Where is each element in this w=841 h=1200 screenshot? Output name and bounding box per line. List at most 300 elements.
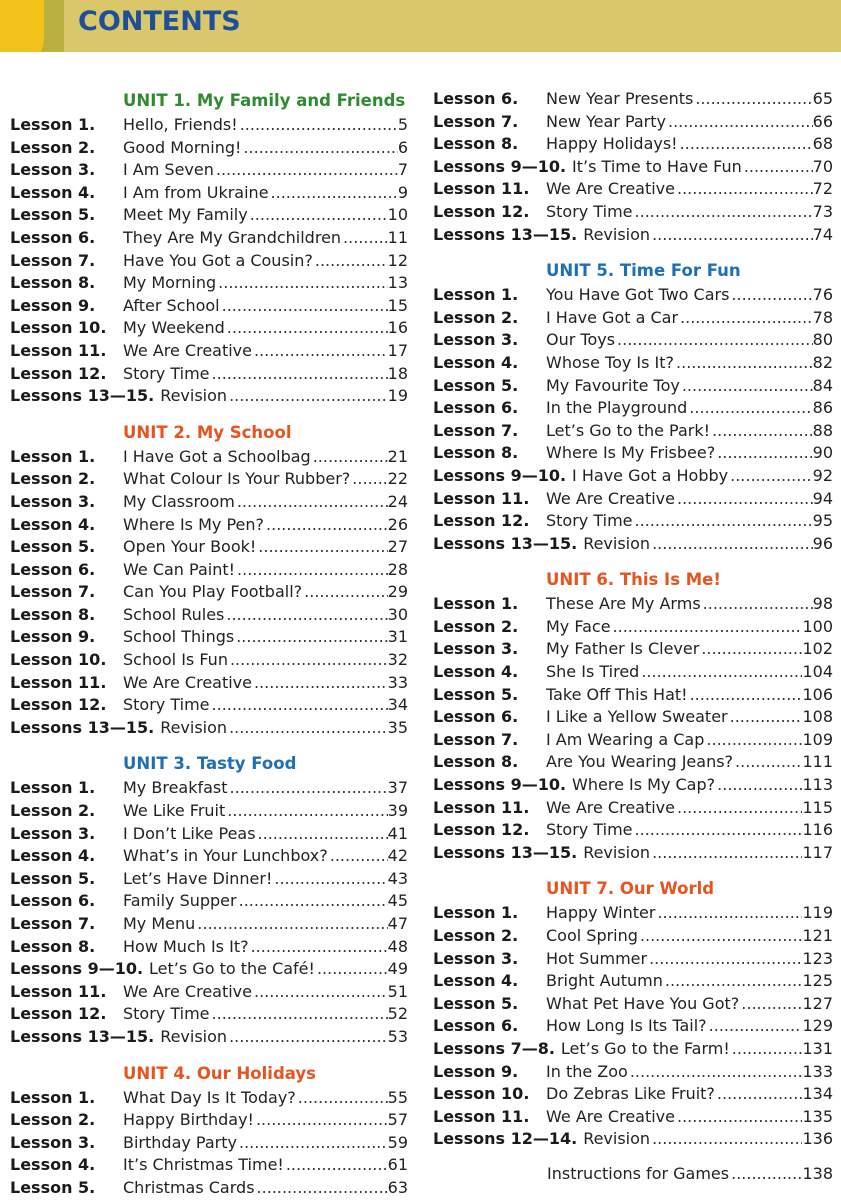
page-number: 94 <box>812 488 833 508</box>
toc-entry[interactable] <box>10 363 408 386</box>
page-number: 119 <box>802 903 833 923</box>
lesson-title: Story Time <box>123 1004 210 1024</box>
dot-leader <box>212 363 388 386</box>
toc-entry[interactable] <box>433 842 833 865</box>
page-number: 92 <box>812 465 833 485</box>
lesson-title: Story Time <box>546 820 633 840</box>
dot-leader <box>352 468 387 491</box>
page-number: 55 <box>387 1087 408 1107</box>
lesson-title: Happy Holidays! <box>546 134 678 154</box>
lesson-title: Story Time <box>123 695 210 715</box>
section-gap <box>433 1151 833 1163</box>
page-number: 136 <box>802 1129 833 1149</box>
toc-entry[interactable] <box>10 272 408 295</box>
toc-entry[interactable] <box>433 533 833 556</box>
toc-entry[interactable] <box>10 204 408 227</box>
lesson-label: Lesson 7. <box>10 914 96 933</box>
toc-entry[interactable] <box>433 1106 833 1129</box>
toc-entry[interactable] <box>10 823 408 846</box>
toc-entry[interactable] <box>433 1061 833 1084</box>
toc-entry[interactable] <box>10 1177 408 1200</box>
lesson-label: Lesson 3. <box>10 160 96 180</box>
toc-entry[interactable] <box>10 800 408 823</box>
lesson-label: Lesson 3. <box>10 1132 96 1152</box>
lesson-title: Where Is My Cap? <box>572 775 716 795</box>
toc-entry[interactable] <box>10 845 408 868</box>
lesson-label: Lesson 6. <box>10 559 96 579</box>
page-number: 108 <box>802 707 833 727</box>
dot-leader <box>239 890 388 913</box>
lesson-title: Cool Spring <box>546 926 638 945</box>
page-number: 66 <box>812 111 833 131</box>
page-number: 70 <box>812 156 833 176</box>
corner-tab-decoration <box>0 0 44 52</box>
toc-entry[interactable] <box>433 774 833 797</box>
lesson-label: Lesson 5. <box>433 375 519 395</box>
toc-entry[interactable] <box>10 317 408 340</box>
lesson-label: Lesson 7. <box>10 582 96 602</box>
page-number: 17 <box>387 340 408 360</box>
lesson-label: Lesson 8. <box>10 936 96 956</box>
page-number: 43 <box>387 868 408 888</box>
unit-gap <box>10 1049 408 1061</box>
page-number: 31 <box>387 627 408 647</box>
lesson-label: Lesson 5. <box>10 868 96 888</box>
toc-entry[interactable] <box>433 661 833 684</box>
lesson-title: These Are My Arms <box>546 594 701 614</box>
page-number: 95 <box>812 511 833 531</box>
page-number: 39 <box>387 801 408 821</box>
page-number: 63 <box>387 1177 408 1197</box>
toc-entry[interactable] <box>433 420 833 443</box>
lesson-title: Let’s Have Dinner! <box>123 868 273 888</box>
page-number: 57 <box>387 1110 408 1130</box>
lesson-title: I Have Got a Schoolbag <box>123 446 311 466</box>
toc-entry[interactable] <box>10 1132 408 1155</box>
lesson-title: What Day Is It Today? <box>123 1087 296 1107</box>
dot-leader <box>635 201 813 224</box>
lesson-label: Lessons 13—15. <box>433 533 578 553</box>
page-number: 113 <box>802 775 833 795</box>
toc-entry[interactable] <box>10 1154 408 1177</box>
toc-entry[interactable] <box>433 706 833 729</box>
dot-leader <box>730 465 813 488</box>
lesson-title: School Rules <box>123 604 225 624</box>
lesson-title: Revision <box>583 224 651 244</box>
lesson-title: Hot Summer <box>546 948 648 968</box>
unit-title: UNIT 1. My Family and Friends <box>123 91 406 110</box>
page-number: 131 <box>802 1038 833 1058</box>
lesson-title: We Are Creative <box>546 179 675 199</box>
page-number: 72 <box>812 179 833 199</box>
lesson-label: Lesson 2. <box>10 801 96 821</box>
toc-entry[interactable] <box>10 514 408 537</box>
toc-entry[interactable] <box>433 284 833 307</box>
lesson-label: Lesson 3. <box>433 639 519 659</box>
toc-entry[interactable] <box>10 913 408 936</box>
page-number: 74 <box>812 224 833 244</box>
lesson-label: Lessons 12—14. <box>433 1129 578 1149</box>
toc-entry[interactable] <box>10 295 408 318</box>
dot-leader <box>239 1132 388 1155</box>
lesson-label: Lesson 7. <box>433 111 519 131</box>
page-number: 86 <box>812 398 833 418</box>
page-number: 41 <box>387 823 408 843</box>
toc-entry[interactable] <box>10 340 408 363</box>
lesson-title: Story Time <box>546 201 633 221</box>
lesson-label: Lesson 2. <box>10 469 96 489</box>
dot-leader <box>227 317 388 340</box>
toc-entry[interactable] <box>10 182 408 205</box>
page-number: 134 <box>802 1084 833 1104</box>
toc-entry[interactable] <box>433 133 833 156</box>
page-number: 78 <box>812 307 833 327</box>
page-number: 125 <box>802 971 833 991</box>
lesson-title: In the Playground <box>546 398 688 418</box>
page-number: 76 <box>812 285 833 305</box>
page-title: CONTENTS <box>78 6 241 37</box>
lesson-title: Story Time <box>546 511 633 531</box>
toc-entry[interactable] <box>433 925 833 948</box>
lesson-label: Lessons 13—15. <box>10 1026 155 1046</box>
lesson-title: Bright Autumn <box>546 971 663 991</box>
lesson-label: Lesson 4. <box>10 846 96 866</box>
page-number: 21 <box>387 446 408 466</box>
lesson-label: Lesson 1. <box>10 115 96 134</box>
lesson-label: Lesson 11. <box>433 1106 530 1126</box>
lesson-title: My Breakfast <box>123 778 228 798</box>
dot-leader <box>222 295 388 318</box>
lesson-label: Lesson 1. <box>10 778 96 798</box>
lesson-title: My Favourite Toy <box>546 375 680 395</box>
toc-entry[interactable] <box>10 958 408 981</box>
page-number: 100 <box>802 616 833 636</box>
toc-entry[interactable] <box>10 868 408 891</box>
dot-leader <box>731 284 812 307</box>
toc-entry[interactable] <box>433 352 833 375</box>
page-number: 37 <box>387 778 408 798</box>
dot-leader <box>731 1163 802 1186</box>
page-number: 121 <box>802 926 833 945</box>
dot-leader <box>227 800 387 823</box>
dot-leader <box>330 845 388 868</box>
toc-entry[interactable] <box>10 694 408 717</box>
lesson-label: Lesson 2. <box>433 616 519 636</box>
toc-entry[interactable] <box>10 159 408 182</box>
dot-leader <box>682 375 813 398</box>
toc-entry[interactable] <box>433 616 833 639</box>
dot-leader <box>630 1061 803 1084</box>
lesson-title: They Are My Grandchildren <box>123 227 342 247</box>
toc-entry[interactable] <box>433 729 833 752</box>
page-number: 26 <box>387 514 408 534</box>
toc-entry[interactable] <box>10 468 408 491</box>
toc-entry[interactable] <box>10 1109 408 1132</box>
page-number: 34 <box>387 695 408 715</box>
lesson-label: Lessons 9—10. <box>433 775 567 795</box>
lesson-title: I Like a Yellow Sweater <box>546 707 728 727</box>
page-number: 68 <box>812 134 833 154</box>
dot-leader <box>703 593 813 616</box>
toc-entry[interactable] <box>433 510 833 533</box>
dot-leader <box>243 137 397 160</box>
page-number: 53 <box>387 1026 408 1046</box>
toc-entry[interactable] <box>433 488 833 511</box>
lesson-title: Hello, Friends! <box>123 115 238 134</box>
toc-entry[interactable] <box>10 559 408 582</box>
lesson-title: What’s in Your Lunchbox? <box>123 846 328 866</box>
lesson-label: Lessons 9—10. <box>433 465 567 485</box>
page-number: 24 <box>387 491 408 511</box>
dot-leader <box>258 536 387 559</box>
lesson-title: You Have Got Two Cars <box>546 285 730 305</box>
lesson-title: Are You Wearing Jeans? <box>546 752 734 772</box>
dot-leader <box>216 159 398 182</box>
unit-gap <box>10 739 408 751</box>
dot-leader <box>613 616 803 639</box>
dot-leader <box>237 491 388 514</box>
lesson-label: Lesson 11. <box>10 672 107 692</box>
toc-entry[interactable] <box>433 638 833 661</box>
dot-leader <box>690 684 803 707</box>
lesson-title: School Is Fun <box>123 650 228 670</box>
toc-entry[interactable] <box>10 890 408 913</box>
lesson-label: Lesson 9. <box>10 295 96 315</box>
lesson-title: How Much Is It? <box>123 936 249 956</box>
dot-leader <box>617 329 813 352</box>
dot-leader <box>676 352 813 375</box>
dot-leader <box>701 638 802 661</box>
dot-leader <box>237 559 388 582</box>
lesson-label: Lesson 10. <box>433 1084 530 1104</box>
dot-leader <box>732 1038 803 1061</box>
page-number: 133 <box>802 1061 833 1081</box>
toc-entry[interactable] <box>433 88 833 111</box>
dot-leader <box>680 307 813 330</box>
toc-entry[interactable] <box>433 111 833 134</box>
page-number: 15 <box>387 295 408 315</box>
lesson-title: We Are Creative <box>123 340 252 360</box>
dot-leader <box>668 111 813 134</box>
page-number: 84 <box>812 375 833 395</box>
dot-leader <box>226 604 387 627</box>
toc-entry[interactable] <box>10 114 408 137</box>
lesson-title: Can You Play Football? <box>123 582 303 602</box>
toc-entry[interactable] <box>433 797 833 820</box>
toc-entry[interactable] <box>10 936 408 959</box>
lesson-label: Lesson 5. <box>433 684 519 704</box>
dot-leader <box>254 672 388 695</box>
unit-title: UNIT 3. Tasty Food <box>123 754 297 774</box>
lesson-label: Lesson 9. <box>10 627 96 647</box>
dot-leader <box>717 1083 803 1106</box>
dot-leader <box>286 1154 388 1177</box>
toc-entry[interactable] <box>10 385 408 408</box>
unit-gap <box>10 408 408 420</box>
toc-entry[interactable] <box>433 948 833 971</box>
dot-leader <box>250 204 388 227</box>
lesson-label: Lesson 9. <box>433 1061 519 1081</box>
page-number: 102 <box>802 639 833 659</box>
lesson-title: I Am Wearing a Cap <box>546 729 705 749</box>
dot-leader <box>680 133 813 156</box>
lesson-label: Lesson 1. <box>433 594 519 614</box>
lesson-label: Lesson 6. <box>433 398 519 418</box>
toc-entry[interactable] <box>433 819 833 842</box>
lesson-label: Lesson 5. <box>10 537 96 557</box>
lesson-title: Revision <box>160 1026 228 1046</box>
toc-entry[interactable] <box>10 1026 408 1049</box>
lesson-label: Lesson 8. <box>10 604 96 624</box>
toc-entry[interactable] <box>433 201 833 224</box>
dot-leader <box>641 661 802 684</box>
toc-entry[interactable] <box>433 1038 833 1061</box>
dot-leader <box>212 1003 388 1026</box>
toc-entry[interactable] <box>433 751 833 774</box>
toc-entry[interactable] <box>433 593 833 616</box>
toc-entry[interactable] <box>433 307 833 330</box>
lesson-title: My Weekend <box>123 318 225 338</box>
toc-entry[interactable] <box>10 649 408 672</box>
toc-entry[interactable] <box>10 250 408 273</box>
toc-entry[interactable] <box>433 178 833 201</box>
toc-entry[interactable] <box>433 684 833 707</box>
page-number: 88 <box>812 420 833 440</box>
page-number: 35 <box>387 717 408 737</box>
page-number: 65 <box>812 89 833 108</box>
lesson-label: Lesson 1. <box>10 1087 96 1107</box>
page-number: 61 <box>387 1155 408 1175</box>
page-number: 127 <box>802 993 833 1013</box>
lesson-title: Revision <box>160 717 228 737</box>
toc-entry-instructions[interactable] <box>433 1163 833 1186</box>
lesson-label: Lessons 9—10. <box>10 959 144 979</box>
page-number: 10 <box>387 205 408 225</box>
lesson-label: Lesson 3. <box>433 948 519 968</box>
toc-entry[interactable] <box>433 156 833 179</box>
dot-leader <box>212 694 388 717</box>
dot-leader <box>689 397 812 420</box>
lesson-label: Lesson 6. <box>10 891 96 911</box>
dot-leader <box>271 182 398 205</box>
toc-entry[interactable] <box>10 1087 408 1110</box>
toc-entry[interactable] <box>433 465 833 488</box>
page-number: 51 <box>387 981 408 1001</box>
lesson-label: Lesson 7. <box>433 420 519 440</box>
lesson-title: Revision <box>583 842 651 862</box>
toc-entry[interactable] <box>10 536 408 559</box>
toc-entry[interactable] <box>10 604 408 627</box>
toc-entry[interactable] <box>10 491 408 514</box>
toc-entry[interactable] <box>433 993 833 1016</box>
dot-leader <box>709 1015 803 1038</box>
lesson-label: Lesson 5. <box>433 993 519 1013</box>
page-number: 30 <box>387 604 408 624</box>
lesson-title: Do Zebras Like Fruit? <box>546 1084 715 1104</box>
toc-entry[interactable] <box>10 581 408 604</box>
toc-entry[interactable] <box>10 717 408 740</box>
lesson-label: Lesson 2. <box>433 926 519 945</box>
toc-entry[interactable] <box>10 672 408 695</box>
toc-entry[interactable] <box>10 137 408 160</box>
lesson-title: What Pet Have You Got? <box>546 993 740 1013</box>
dot-leader <box>254 981 388 1004</box>
dot-leader <box>635 510 813 533</box>
dot-leader <box>717 442 812 465</box>
page-number: 104 <box>802 662 833 682</box>
lesson-title: My Menu <box>123 914 196 933</box>
lesson-label: Lesson 6. <box>433 707 519 727</box>
toc-entry[interactable] <box>10 626 408 649</box>
toc-entry[interactable] <box>433 902 833 925</box>
lesson-title: Where Is My Pen? <box>123 514 265 534</box>
dot-leader <box>744 156 813 179</box>
toc-entry[interactable] <box>433 375 833 398</box>
lesson-label: Lesson 2. <box>433 307 519 327</box>
lesson-title: Revision <box>583 1129 651 1149</box>
page-number: 59 <box>387 1132 408 1152</box>
page-number: 42 <box>387 846 408 866</box>
page-number: 32 <box>387 650 408 670</box>
dot-leader <box>735 751 802 774</box>
page-number: 16 <box>387 318 408 338</box>
toc-entry[interactable] <box>10 1003 408 1026</box>
lesson-title: Revision <box>160 386 228 406</box>
dot-leader <box>640 925 803 948</box>
page-number: 52 <box>387 1004 408 1024</box>
toc-entry[interactable] <box>433 397 833 420</box>
toc-entry[interactable] <box>433 442 833 465</box>
toc-entry[interactable] <box>433 329 833 352</box>
lesson-title: New Year Presents <box>546 89 694 108</box>
toc-entry[interactable] <box>10 446 408 469</box>
dot-leader <box>730 706 803 729</box>
lesson-title: Good Morning! <box>123 137 242 157</box>
dot-leader <box>657 902 802 925</box>
dot-leader <box>712 420 813 443</box>
lesson-title: In the Zoo <box>546 1061 628 1081</box>
lesson-label: Lesson 6. <box>433 1016 519 1036</box>
page-number: 45 <box>387 891 408 911</box>
toc-entry[interactable] <box>433 1083 833 1106</box>
contents-column-right <box>433 88 833 1186</box>
toc-entry[interactable] <box>433 1128 833 1151</box>
page-header <box>0 0 841 52</box>
lesson-title: We Are Creative <box>123 672 252 692</box>
toc-entry[interactable] <box>433 224 833 247</box>
lesson-label: Lesson 8. <box>10 273 96 293</box>
dot-leader <box>258 823 388 846</box>
dot-leader <box>652 533 813 556</box>
page-number: 12 <box>387 250 408 270</box>
unit-title: UNIT 4. Our Holidays <box>123 1063 316 1083</box>
page-number: 48 <box>387 936 408 956</box>
page-number: 7 <box>397 160 408 180</box>
lesson-label: Lesson 7. <box>433 729 519 749</box>
dot-leader <box>240 114 398 137</box>
lesson-title: School Things <box>123 627 235 647</box>
toc-entry[interactable] <box>10 227 408 250</box>
toc-entry[interactable] <box>10 981 408 1004</box>
lesson-title: Let’s Go to the Café! <box>149 959 315 979</box>
unit-title: UNIT 5. Time For Fun <box>546 261 741 281</box>
toc-entry[interactable] <box>433 970 833 993</box>
lesson-title: We Are Creative <box>546 488 675 508</box>
dot-leader <box>717 774 802 797</box>
lesson-title: Where Is My Frisbee? <box>546 443 716 463</box>
toc-entry[interactable] <box>433 1015 833 1038</box>
toc-entry[interactable] <box>10 777 408 800</box>
